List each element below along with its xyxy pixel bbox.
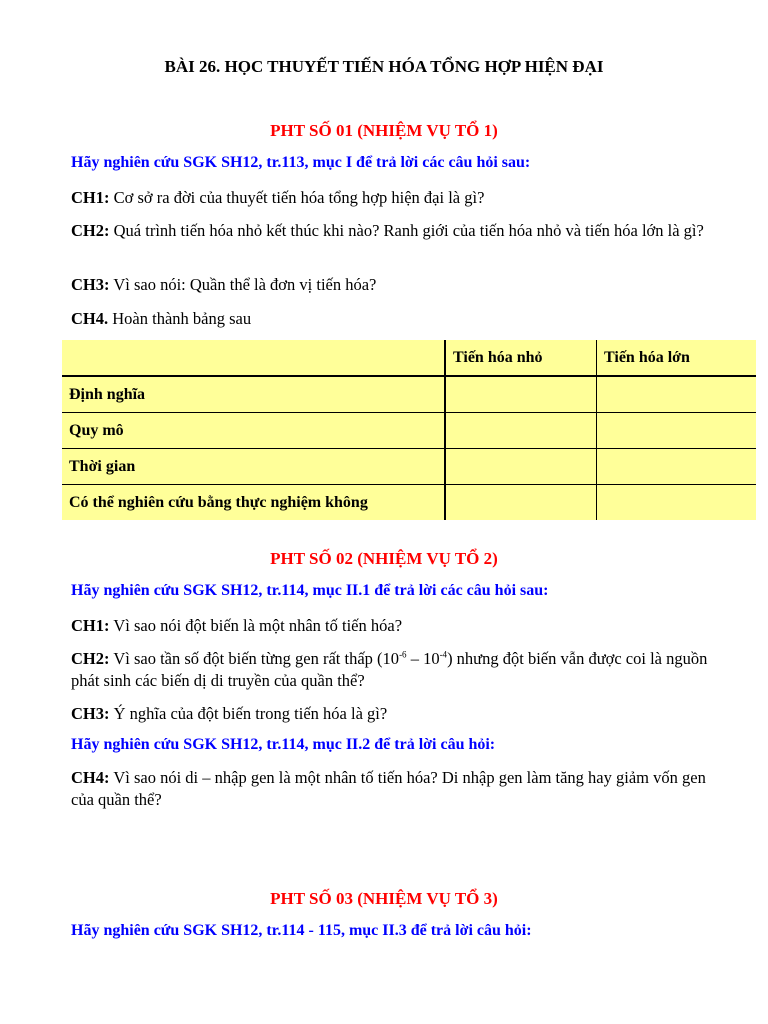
question-text: Quá trình tiến hóa nhỏ kết thúc khi nào? Ranh giới của tiến hóa nhỏ và tiến hóa lớn là gì?	[109, 221, 704, 240]
comparison-table	[62, 340, 756, 520]
s2-question-3	[71, 703, 387, 725]
s1-question-4	[71, 308, 251, 330]
s1-question-2	[71, 220, 711, 242]
question-text: Vì sao nói đột biến là một nhân tố tiến hóa?	[109, 616, 403, 635]
table-cell	[445, 449, 597, 485]
question-label: CH1:	[71, 616, 110, 635]
s2-question-2	[71, 648, 711, 692]
table-cell	[445, 376, 597, 413]
table-row	[62, 413, 756, 449]
table-row	[62, 449, 756, 485]
question-text-before: Vì sao tần số đột biến từng gen rất thấp (10	[109, 649, 400, 668]
table-cell	[445, 485, 597, 521]
table-row-label: Quy mô	[62, 413, 445, 449]
table-cell	[597, 449, 757, 485]
section-2-instruction: Hãy nghiên cứu SGK SH12, tr.114, mục II.1 để trả lời các câu hỏi sau:	[71, 582, 549, 599]
table-row-label: Định nghĩa	[62, 376, 445, 413]
question-label: CH3:	[71, 704, 110, 723]
section-3-heading: PHT SỐ 03 (NHIỆM VỤ TỔ 3)	[270, 889, 498, 908]
exponent: -6	[399, 649, 407, 660]
table-row	[62, 376, 756, 413]
table-row-label: Có thể nghiên cứu bằng thực nghiệm không	[69, 493, 368, 511]
section-1-instruction: Hãy nghiên cứu SGK SH12, tr.113, mục I để trả lời các câu hỏi sau:	[71, 154, 531, 171]
question-label: CH4:	[71, 768, 110, 787]
table-header-cell: Tiến hóa nhỏ	[445, 340, 597, 376]
question-label: CH2:	[71, 221, 110, 240]
s2-question-4	[71, 767, 711, 811]
question-text: Ý nghĩa của đột biến trong tiến hóa là gì?	[109, 704, 388, 723]
exponent: -4	[439, 649, 448, 660]
table-header-row	[62, 340, 756, 376]
section-1-heading: PHT SỐ 01 (NHIỆM VỤ TỔ 1)	[270, 121, 498, 140]
s2-question-1	[71, 615, 402, 637]
question-text: Cơ sở ra đời của thuyết tiến hóa tổng hợp hiện đại là gì?	[109, 188, 485, 207]
question-label: CH1:	[71, 188, 110, 207]
question-label: CH2:	[71, 649, 110, 668]
section-2-heading: PHT SỐ 02 (NHIỆM VỤ TỔ 2)	[270, 549, 498, 568]
table-header-cell: Tiến hóa lớn	[597, 340, 757, 376]
table-cell	[445, 413, 597, 449]
section-2-instruction-2: Hãy nghiên cứu SGK SH12, tr.114, mục II.2 để trả lời câu hỏi:	[71, 736, 496, 753]
s1-question-1	[71, 187, 484, 209]
table-cell	[597, 485, 757, 521]
question-text-mid: – 10	[406, 649, 440, 668]
page-title: BÀI 26. HỌC THUYẾT TIẾN HÓA TỔNG HỢP HIỆN ĐẠI	[164, 57, 604, 76]
question-text: Vì sao nói di – nhập gen là một nhân tố tiến hóa? Di nhập gen làm tăng hay giảm vốn gen của quần thể?	[71, 768, 706, 809]
question-text: Vì sao nói: Quần thể là đơn vị tiến hóa?	[109, 275, 377, 294]
section-3-instruction: Hãy nghiên cứu SGK SH12, tr.114 - 115, mục II.3 để trả lời câu hỏi:	[71, 922, 532, 939]
question-text-after: ) nhưng đột biến vẫn được coi là nguồn phát sinh các biến dị di truyền của quần thể?	[71, 649, 708, 690]
question-text: Hoàn thành bảng sau	[108, 309, 252, 328]
table-header-cell	[62, 340, 445, 376]
table-cell	[597, 413, 757, 449]
table-row	[62, 485, 756, 521]
question-label: CH4.	[71, 309, 109, 328]
s1-question-3	[71, 274, 376, 296]
question-label: CH3:	[71, 275, 110, 294]
table-cell	[597, 376, 757, 413]
table-row-label: Thời gian	[62, 449, 445, 485]
